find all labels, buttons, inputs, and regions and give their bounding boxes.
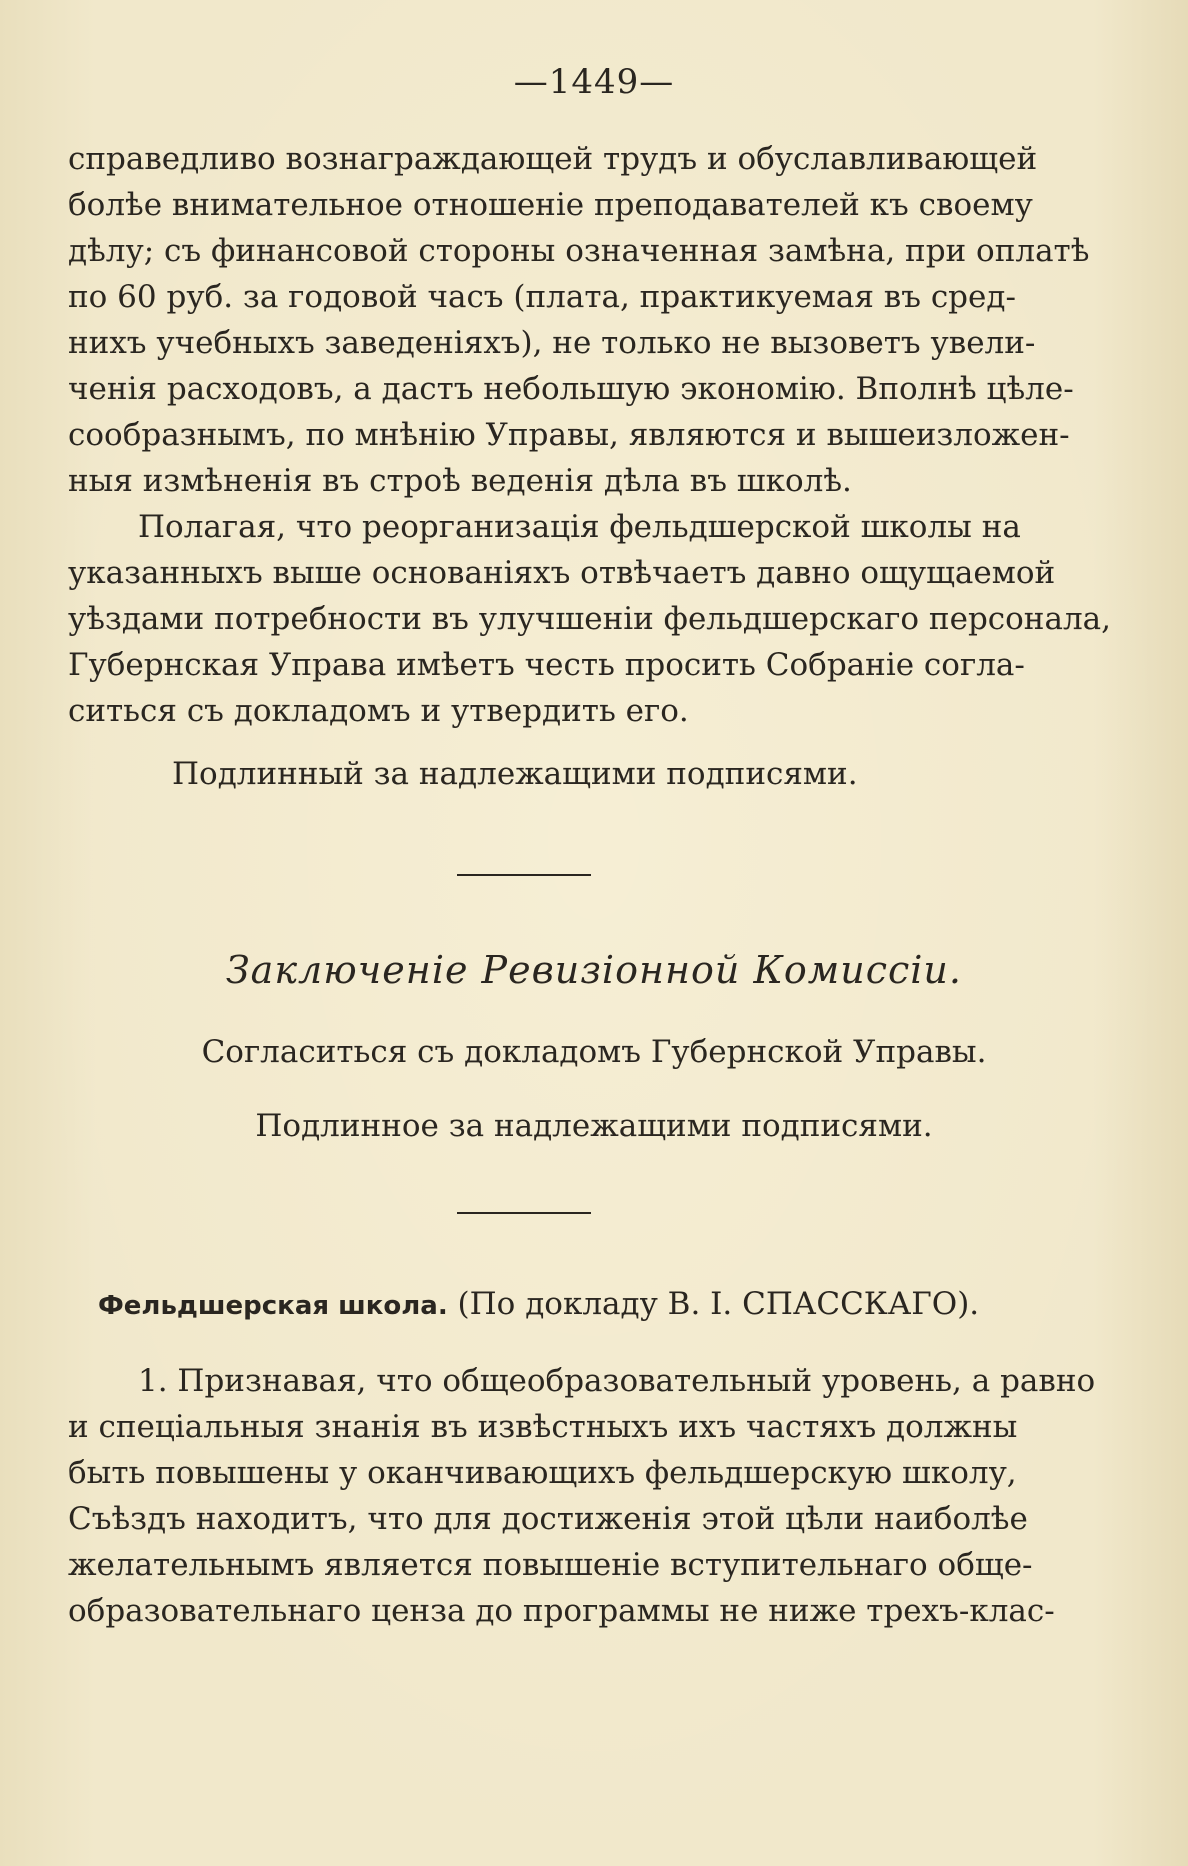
text-line: указанныхъ выше основаніяхъ отвѣчаетъ давно ощущаемой	[68, 555, 1056, 591]
text-line: желательнымъ является повышеніе вступительнаго обще-	[68, 1547, 1033, 1583]
text-line: нихъ учебныхъ заведеніяхъ), не только не вызоветъ увели-	[68, 325, 1036, 361]
section-paragraph	[68, 1358, 1096, 1634]
text-line: болѣе внимательное отношеніе преподавателей къ своему	[68, 187, 1033, 223]
section-title-rest: (По докладу В. І. СПАССКАГО).	[447, 1286, 980, 1322]
text-line: дѣлу; съ финансовой стороны означенная замѣна, при оплатѣ	[68, 233, 1090, 269]
signature-note: Подлинный за надлежащими подписями.	[172, 756, 858, 792]
text-line: ситься съ докладомъ и утвердить его.	[68, 693, 689, 729]
text-line: ченія расходовъ, а дастъ небольшую экономію. Вполнѣ цѣле-	[68, 371, 1074, 407]
section-title-bold: Фельдшерская школа.	[98, 1291, 448, 1321]
separator-rule	[457, 874, 591, 876]
text-line: быть повышены у оканчивающихъ фельдшерскую школу,	[68, 1455, 1017, 1491]
separator-rule	[457, 1212, 591, 1214]
text-line: по 60 руб. за годовой часъ (плата, практикуемая въ сред-	[68, 279, 1016, 315]
text-line: Съѣздъ находитъ, что для достиженія этой цѣли наиболѣе	[68, 1501, 1028, 1537]
text-line: 1. Признавая, что общеобразовательный уровень, а равно	[138, 1363, 1096, 1399]
paragraph-continuation	[68, 136, 1090, 504]
text-line: Полагая, что реорганизація фельдшерской школы на	[138, 509, 1021, 545]
text-line: уѣздами потребности въ улучшеніи фельдшерскаго персонала,	[68, 601, 1111, 637]
text-line: и спеціальныя знанія въ извѣстныхъ ихъ частяхъ должны	[68, 1409, 1018, 1445]
text-line: справедливо вознаграждающей трудъ и обуславливающей	[68, 141, 1038, 177]
section-title	[98, 1286, 979, 1322]
commission-heading: Заключеніе Ревизіонной Комиссіи.	[226, 948, 962, 992]
text-line: сообразнымъ, по мнѣнію Управы, являются и вышеизложен-	[68, 417, 1070, 453]
text-line: Губернская Управа имѣетъ честь просить Собраніе согла-	[68, 647, 1025, 683]
commission-resolution: Согласиться съ докладомъ Губернской Управы.	[201, 1034, 987, 1070]
paragraph-conclusion	[68, 504, 1111, 734]
commission-signature-note: Подлинное за надлежащими подписями.	[255, 1108, 933, 1144]
text-line: ныя измѣненія въ строѣ веденія дѣла въ школѣ.	[68, 463, 852, 499]
page-number: —1449—	[513, 62, 675, 102]
text-line: образовательнаго ценза до программы не ниже трехъ-клас-	[68, 1593, 1055, 1629]
